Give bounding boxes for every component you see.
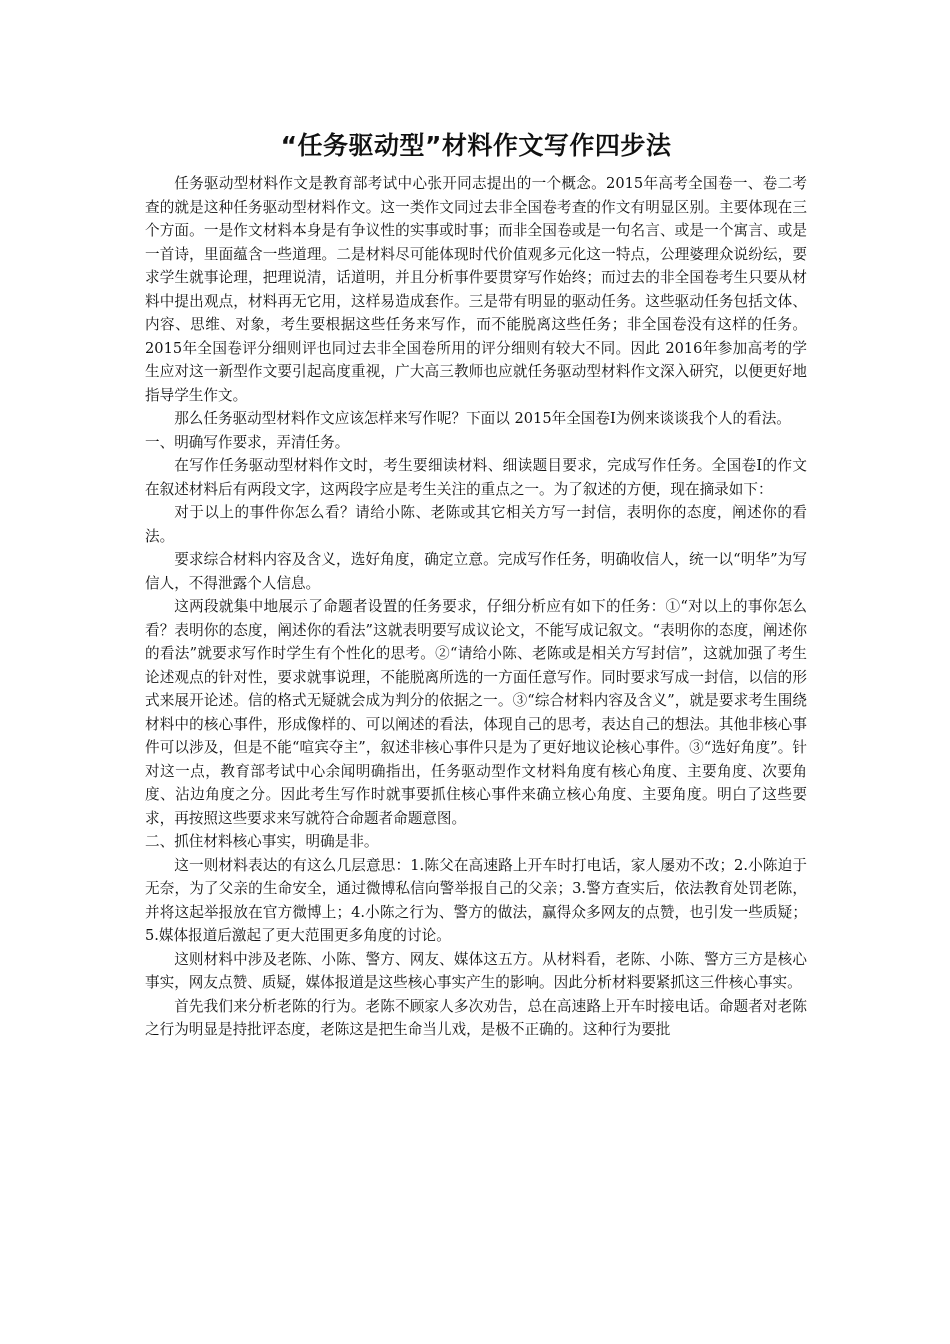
- document-title: “任务驱动型”材料作文写作四步法: [280, 131, 672, 160]
- paragraph-quote-1: 对于以上的事件你怎么看？请给小陈、老陈或其它相关方写一封信，表明你的态度，阐述你的看法。: [145, 504, 807, 545]
- document-page: [145, 128, 807, 1042]
- paragraph-question: 那么任务驱动型材料作文应该怎样来写作呢？下面以 2015年全国卷Ⅰ为例来谈谈我个人的看法。: [174, 410, 791, 427]
- paragraph-old-chen: 首先我们来分析老陈的行为。老陈不顾家人多次劝告，总在高速路上开车时接电话。命题者对老陈之行为明显是持批评态度，老陈这是把生命当儿戏，是极不正确的。这种行为要批: [145, 997, 807, 1038]
- paragraph-task-analysis: 这两段就集中地展示了命题者设置的任务要求，仔细分析应有如下的任务：①“对以上的事你怎么看？表明你的态度，阐述你的看法”这就表明要写成议论文，不能写成记叙文。“表明你的态度，阐述你的看法”就要求写作时学生有个性化的思考。②“请给小陈、老陈或是相关方写封信”，这就加强了考生论述观点的针对性，要求就事说理，不能脱离所选的一方面任意写作。同时要求写成一封信，以信的形式来展开论述。信的格式无疑就会成为判分的依据之一。③“综合材料内容及含义”，就是要求考生围绕材料中的核心事件，形成像样的、可以阐述的看法，体现自己的思考，表达自己的想法。其他非核心事件可以涉及，但是不能“喧宾夺主”，叙述非核心事件只是为了更好地议论核心事件。③“选好角度”。针对这一点，教育部考试中心余闻明确指出，任务驱动型作文材料角度有核心角度、主要角度、次要角度、沾边角度之分。因此考生写作时就事要抓住核心事件来确立核心角度、主要角度。明白了这些要求，再按照这些要求来写就符合命题者命题意图。: [145, 598, 807, 827]
- section-heading-1: 一、明确写作要求，弄清任务。: [145, 433, 350, 451]
- paragraph-parties: 这则材料中涉及老陈、小陈、警方、网友、媒体这五方。从材料看，老陈、小陈、警方三方是核心事实，网友点赞、质疑，媒体报道是这些核心事实产生的影响。因此分析材料要紧抓这三件核心事实。: [145, 950, 807, 991]
- paragraph-material-layers: 这一则材料表达的有这么几层意思：1.陈父在高速路上开车时打电话，家人屡劝不改；2.小陈迫于无奈，为了父亲的生命安全，通过微博私信向警举报自己的父亲；3.警方查实后，依法教育处罚老陈，并将这起举报放在官方微博上；4.小陈之行为、警方的做法，赢得众多网友的点赞，也引发一些质疑； 5.媒体报道后激起了更大范围更多角度的讨论。: [145, 856, 807, 944]
- section-heading-2: 二、抓住材料核心事实，明确是非。: [145, 833, 379, 850]
- paragraph-task-intro: 在写作任务驱动型材料作文时，考生要细读材料、细读题目要求，完成写作任务。全国卷Ⅰ的作文在叙述材料后有两段文字，这两段字应是考生关注的重点之一。为了叙述的方便，现在摘录如下：: [145, 457, 807, 498]
- paragraph-intro: 任务驱动型材料作文是教育部考试中心张开同志提出的一个概念。2015年高考全国卷一、卷二考查的就是这种任务驱动型材料作文。这一类作文同过去非全国卷考查的作文有明显区别。主要体现在三个方面。一是作文材料本身是有争议性的实事或时事；而非全国卷或是一句名言、或是一个寓言、或是一首诗，里面蕴含一些道理。二是材料尽可能体现时代价值观多元化这一特点，公理婆理众说纷纭，要求学生就事论理，把理说清，话道明，并且分析事件要贯穿写作始终；而过去的非全国卷考生只要从材料中提出观点，材料再无它用，这样易造成套作。三是带有明显的驱动任务。这些驱动任务包括文体、内容、思维、对象，考生要根据这些任务来写作，而不能脱离这些任务；非全国卷没有这样的任务。2015年全国卷评分细则评也同过去非全国卷所用的评分细则有较大不同。因此 2016年参加高考的学生应对这一新型作文要引起高度重视，广大高三教师也应就任务驱动型材料作文深入研究，以便更好地指导学生作文。: [145, 175, 807, 404]
- paragraph-quote-2: 要求综合材料内容及含义，选好角度，确定立意。完成写作任务，明确收信人，统一以“明华”为写信人，不得泄露个人信息。: [145, 551, 807, 592]
